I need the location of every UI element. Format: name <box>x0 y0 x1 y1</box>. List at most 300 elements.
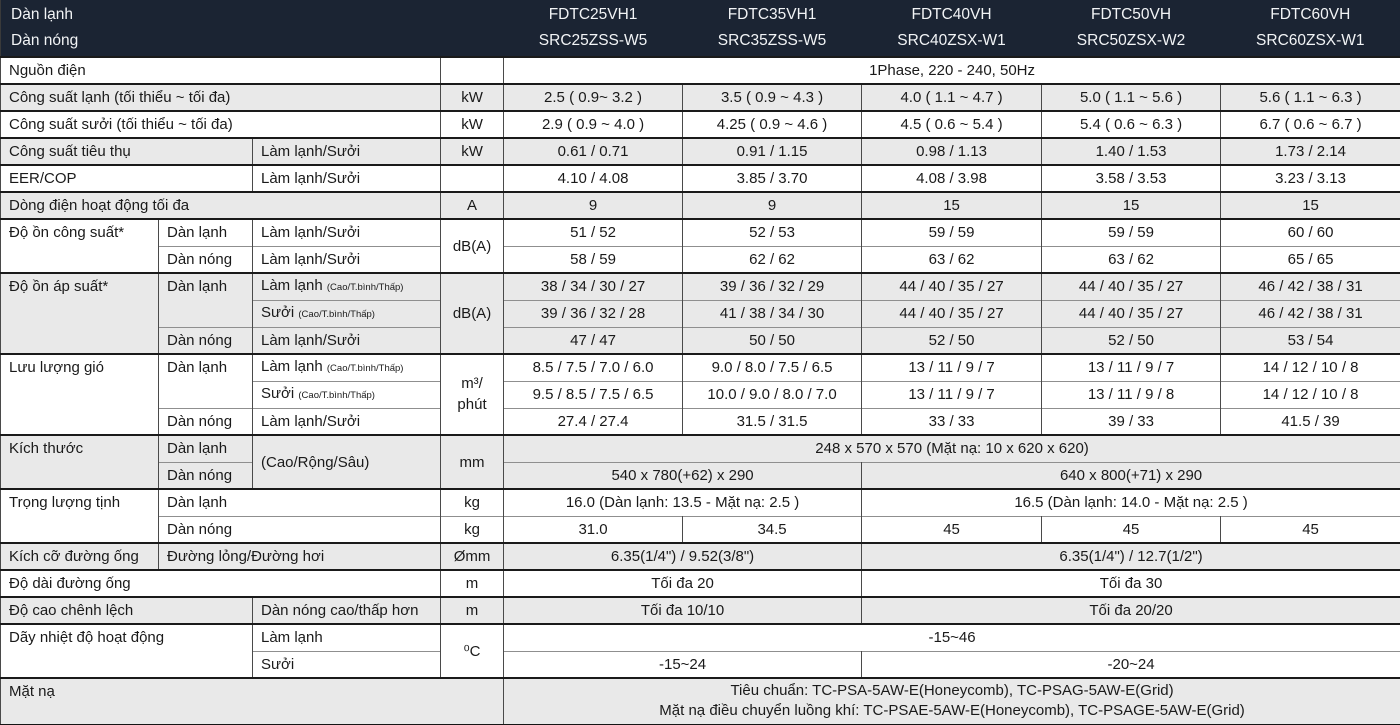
spec-table-body <box>1 57 1400 725</box>
cell-text: 8.5 / 7.5 / 7.0 / 6.0 <box>532 359 654 377</box>
cell-text: Lưu lượng gió <box>9 359 104 376</box>
value-cell <box>1042 408 1221 435</box>
cell-text: 4.10 / 4.08 <box>557 170 629 187</box>
value-cell <box>504 219 683 246</box>
value-cell <box>683 219 862 246</box>
label-cell <box>253 651 441 678</box>
cell-text: 15 <box>943 197 960 214</box>
header-row <box>1 0 1400 57</box>
cell-text: kW <box>461 116 483 133</box>
cell-text: kW <box>461 89 483 106</box>
table-row <box>1 597 1400 624</box>
cell-text: 46 / 42 / 38 / 31 <box>1258 305 1363 322</box>
cell-text: 2.9 ( 0.9 ~ 4.0 ) <box>541 116 645 133</box>
value-cell <box>1042 192 1221 219</box>
value-cell <box>1221 273 1400 300</box>
model-outdoor-name: SRC60ZSX-W1 <box>1256 32 1365 49</box>
cell-text: 59 / 59 <box>1108 224 1154 242</box>
table-row <box>1 111 1400 138</box>
value-cell <box>504 570 862 597</box>
label-cell <box>253 381 441 408</box>
model-outdoor-name: SRC35ZSS-W5 <box>717 32 827 49</box>
cell-text: Làm lạnh/Sưởi <box>261 331 361 349</box>
label-cell <box>253 165 441 192</box>
unit-cell <box>441 219 504 273</box>
cell-text: 14 / 12 / 10 / 8 <box>1262 386 1359 403</box>
cell-text: Dàn lạnh <box>167 440 228 458</box>
label-cell <box>159 327 253 354</box>
header-label-line: Dàn nóng <box>11 32 79 49</box>
value-cell <box>1042 381 1221 408</box>
value-cell <box>504 327 683 354</box>
unit-cell <box>441 84 504 111</box>
cell-text: 3.85 / 3.70 <box>736 170 808 187</box>
cell-text: Dàn nóng <box>167 250 233 268</box>
cell-text: 9.5 / 8.5 / 7.5 / 6.5 <box>532 386 654 403</box>
value-cell <box>1221 246 1400 273</box>
unit-cell <box>441 273 504 354</box>
value-cell <box>1221 516 1400 543</box>
cell-text: Kích thước <box>9 440 84 457</box>
label-cell <box>159 219 253 246</box>
row-label-cooling-capacity <box>1 84 441 111</box>
cell-text: 39 / 33 <box>1108 412 1154 430</box>
value-cell <box>862 273 1042 300</box>
table-row <box>1 327 1400 354</box>
cell-text: Ømm <box>453 548 491 565</box>
cell-text: 13 / 11 / 9 / 7 <box>1087 359 1175 377</box>
cell-text: Tối đa 20 <box>651 575 714 592</box>
value-cell <box>504 435 1400 462</box>
value-cell <box>683 111 862 138</box>
cell-line: m³/ <box>461 375 483 393</box>
label-cell <box>253 624 441 651</box>
cell-text: 4.0 ( 1.1 ~ 4.7 ) <box>900 89 1003 106</box>
model-indoor-name: FDTC40VH <box>911 6 992 23</box>
cell-text: Dàn lạnh <box>167 494 228 512</box>
cell-text: 5.4 ( 0.6 ~ 6.3 ) <box>1079 116 1183 133</box>
cell-text: Tối đa 20/20 <box>1089 602 1173 619</box>
cell-subtext: (Cao/T.bình/Thấp) <box>326 282 404 294</box>
model-outdoor-name: SRC50ZSX-W2 <box>1076 32 1186 49</box>
value-cell <box>862 381 1042 408</box>
cell-text: 41 / 38 / 34 / 30 <box>719 305 825 322</box>
value-cell <box>504 300 683 327</box>
value-cell <box>504 273 683 300</box>
cell-text: -15~46 <box>928 629 976 647</box>
value-cell <box>504 516 683 543</box>
value-cell <box>504 597 862 624</box>
cell-text: 16.0 (Dàn lạnh: 13.5 - Mặt nạ: 2.5 ) <box>565 494 800 512</box>
cell-text: 41.5 / 39 <box>1281 412 1340 430</box>
value-cell <box>683 408 862 435</box>
value-cell <box>1042 246 1221 273</box>
value-cell <box>1221 192 1400 219</box>
cell-text: Kích cỡ đường ống <box>9 548 139 565</box>
cell-text: 4.5 ( 0.6 ~ 5.4 ) <box>900 116 1003 133</box>
label-cell <box>159 408 253 435</box>
header-model-cell <box>1221 0 1400 57</box>
cell-text: m <box>465 602 479 619</box>
cell-line: phút <box>457 395 487 413</box>
cell-text: 60 / 60 <box>1287 224 1334 242</box>
value-cell <box>504 111 683 138</box>
label-cell <box>159 516 441 543</box>
table-row <box>1 273 1400 300</box>
table-row <box>1 165 1400 192</box>
value-cell <box>504 543 862 570</box>
unit-cell <box>441 165 504 192</box>
cell-text: Dàn nóng cao/thấp hơn <box>261 602 419 619</box>
cell-line: Mặt nạ điều chuyển luồng khí: TC-PSAE-5AW-E(Honeycomb), TC-PSAGE-5AW-E(Grid) <box>659 702 1245 720</box>
cell-text: 46 / 42 / 38 / 31 <box>1258 278 1363 296</box>
cell-text: Độ ồn áp suất* <box>9 278 109 295</box>
label-cell <box>253 408 441 435</box>
row-label-power-consumption <box>1 138 253 165</box>
cell-text: Sưởi <box>261 385 295 402</box>
model-outdoor-name: SRC40ZSX-W1 <box>897 32 1006 49</box>
row-label-height-difference <box>1 597 253 624</box>
header-model-cell <box>862 0 1042 57</box>
table-row <box>1 192 1400 219</box>
cell-text: ⁰C <box>463 642 481 660</box>
cell-text: Độ dài đường ống <box>9 575 131 592</box>
cell-text: 3.23 / 3.13 <box>1275 170 1346 187</box>
value-cell <box>504 138 683 165</box>
label-cell <box>253 273 441 300</box>
header-model-cell <box>683 0 862 57</box>
value-cell <box>683 300 862 327</box>
label-cell <box>159 354 253 408</box>
table-row <box>1 489 1400 516</box>
table-row <box>1 219 1400 246</box>
value-cell <box>862 462 1400 489</box>
cell-text: 2.5 ( 0.9~ 3.2 ) <box>544 89 643 106</box>
cell-text: m <box>465 575 479 592</box>
cell-text: dB(A) <box>452 237 492 255</box>
cell-text: Làm lạnh <box>261 629 323 647</box>
cell-text: Làm lạnh <box>261 277 323 295</box>
value-cell <box>504 651 862 678</box>
cell-text: 63 / 62 <box>928 250 975 268</box>
value-cell <box>683 327 862 354</box>
cell-text: 45 <box>1122 520 1140 538</box>
cell-text: 1.73 / 2.14 <box>1275 143 1346 160</box>
cell-text: 52 / 50 <box>928 331 975 349</box>
cell-text: Sưởi <box>261 655 295 673</box>
value-cell <box>504 165 683 192</box>
cell-text: 62 / 62 <box>749 250 795 268</box>
cell-text: 16.5 (Dàn lạnh: 14.0 - Mặt nạ: 2.5 ) <box>1014 494 1248 512</box>
cell-text: 65 / 65 <box>1287 250 1334 268</box>
cell-text: 52 / 50 <box>1108 331 1154 349</box>
cell-text: 6.35(1/4") / 9.52(3/8") <box>610 548 755 565</box>
table-row <box>1 462 1400 489</box>
unit-cell <box>441 516 504 543</box>
cell-text: 9 <box>767 197 777 214</box>
cell-text: 44 / 40 / 35 / 27 <box>1078 305 1184 322</box>
cell-text: 9 <box>588 197 598 214</box>
cell-text: Làm lạnh/Sưởi <box>261 412 361 430</box>
cell-text: 45 <box>943 520 960 538</box>
cell-text: Công suất lạnh (tối thiểu ~ tối đa) <box>9 89 231 106</box>
row-label-dimensions <box>1 435 159 489</box>
label-cell <box>253 597 441 624</box>
value-cell <box>1042 327 1221 354</box>
spec-table-head <box>1 0 1400 57</box>
table-row <box>1 408 1400 435</box>
value-cell <box>504 678 1400 725</box>
cell-text: Độ ồn công suất* <box>9 224 125 241</box>
value-cell <box>504 489 862 516</box>
cell-subtext: (Cao/T.bình/Thấp) <box>298 309 375 320</box>
label-cell <box>253 354 441 381</box>
value-cell <box>862 138 1042 165</box>
cell-text: Làm lạnh/Sưởi <box>261 143 361 160</box>
cell-text: Làm lạnh <box>261 358 323 376</box>
cell-text: 13 / 11 / 9 / 7 <box>908 386 995 403</box>
cell-text: 10.0 / 9.0 / 8.0 / 7.0 <box>707 386 837 403</box>
unit-cell <box>441 111 504 138</box>
header-label-line: Dàn lạnh <box>11 6 74 23</box>
cell-text: Sưởi <box>261 304 295 321</box>
value-cell <box>1042 111 1221 138</box>
value-cell <box>504 408 683 435</box>
unit-cell <box>441 138 504 165</box>
value-cell <box>1221 111 1400 138</box>
value-cell <box>683 138 862 165</box>
unit-cell <box>441 435 504 489</box>
cell-text: Công suất sưởi (tối thiểu ~ tối đa) <box>9 116 233 133</box>
cell-text: Dàn lạnh <box>167 224 228 242</box>
cell-text: 52 / 53 <box>749 224 795 242</box>
value-cell <box>862 84 1042 111</box>
table-row <box>1 84 1400 111</box>
value-cell <box>1221 381 1400 408</box>
cell-text: 1.40 / 1.53 <box>1095 143 1167 160</box>
value-cell <box>683 246 862 273</box>
value-cell <box>683 192 862 219</box>
cell-text: Dàn nóng <box>167 412 233 430</box>
label-cell <box>159 246 253 273</box>
value-cell <box>1221 84 1400 111</box>
cell-text: 50 / 50 <box>749 331 795 349</box>
cell-text: mm <box>459 453 485 471</box>
cell-text: 27.4 / 27.4 <box>557 412 629 430</box>
cell-line: Tiêu chuẩn: TC-PSA-5AW-E(Honeycomb), TC-PSAG-5AW-E(Grid) <box>730 682 1174 699</box>
value-cell <box>862 516 1042 543</box>
cell-text: -20~24 <box>1107 655 1155 673</box>
cell-text: 640 x 800(+71) x 290 <box>1059 466 1203 484</box>
cell-text: 1Phase, 220 - 240, 50Hz <box>869 62 1036 79</box>
cell-text: 38 / 34 / 30 / 27 <box>540 278 646 296</box>
cell-text: kg <box>464 520 480 538</box>
cell-text: Dàn nóng <box>167 520 233 538</box>
value-cell <box>862 597 1400 624</box>
label-cell <box>253 327 441 354</box>
cell-text: 58 / 59 <box>570 250 616 268</box>
unit-cell <box>441 192 504 219</box>
cell-text: 13 / 11 / 9 / 8 <box>1087 386 1175 403</box>
table-row <box>1 354 1400 381</box>
label-cell <box>159 273 253 327</box>
table-row <box>1 138 1400 165</box>
unit-cell <box>441 570 504 597</box>
cell-text: 3.58 / 3.53 <box>1095 170 1167 187</box>
value-cell <box>862 219 1042 246</box>
cell-text: 4.08 / 3.98 <box>916 170 987 187</box>
value-cell <box>1042 516 1221 543</box>
value-cell <box>1221 300 1400 327</box>
value-cell <box>683 273 862 300</box>
cell-text: Dàn lạnh <box>167 278 228 295</box>
value-cell <box>504 354 683 381</box>
value-cell <box>862 327 1042 354</box>
value-cell <box>1042 165 1221 192</box>
row-label-pipe-length <box>1 570 441 597</box>
cell-text: 59 / 59 <box>928 224 975 242</box>
row-label-net-weight <box>1 489 159 543</box>
cell-text: 6.35(1/4") / 12.7(1/2") <box>1059 548 1203 565</box>
value-cell <box>1042 219 1221 246</box>
cell-text: 3.5 ( 0.9 ~ 4.3 ) <box>720 89 824 106</box>
cell-text: 39 / 36 / 32 / 28 <box>540 305 646 322</box>
cell-text: EER/COP <box>9 170 77 187</box>
value-cell <box>1221 354 1400 381</box>
row-label-air-flow <box>1 354 159 435</box>
value-cell <box>683 516 862 543</box>
cell-text: kW <box>461 143 483 160</box>
value-cell <box>862 570 1400 597</box>
header-model-cell <box>1042 0 1221 57</box>
model-outdoor-name: SRC25ZSS-W5 <box>538 32 648 49</box>
value-cell <box>1221 165 1400 192</box>
cell-text: 0.61 / 0.71 <box>557 143 629 160</box>
value-cell <box>683 381 862 408</box>
table-row <box>1 543 1400 570</box>
header-model-cell <box>504 0 683 57</box>
cell-text: 63 / 62 <box>1108 250 1154 268</box>
cell-text: Tối đa 30 <box>1099 575 1163 592</box>
label-cell <box>253 300 441 327</box>
value-cell <box>1042 300 1221 327</box>
row-label-sound-power <box>1 219 159 273</box>
cell-text: 34.5 <box>757 520 787 538</box>
model-indoor-name: FDTC60VH <box>1270 6 1351 23</box>
value-cell <box>862 246 1042 273</box>
table-row <box>1 57 1400 84</box>
cell-text: Dàn nóng <box>167 466 233 484</box>
model-indoor-name: FDTC25VH1 <box>548 6 638 23</box>
cell-text: Dãy nhiệt độ hoạt động <box>9 629 165 646</box>
label-cell <box>159 462 253 489</box>
cell-text: A <box>467 197 478 214</box>
label-cell <box>253 138 441 165</box>
row-label-power-source <box>1 57 441 84</box>
cell-text: 47 / 47 <box>570 331 616 349</box>
cell-text: 0.98 / 1.13 <box>916 143 987 160</box>
value-cell <box>1042 273 1221 300</box>
table-row <box>1 435 1400 462</box>
cell-text: 6.7 ( 0.6 ~ 6.7 ) <box>1259 116 1362 133</box>
cell-text: kg <box>464 494 480 512</box>
cell-text: Đường lỏng/Đường hơi <box>167 548 325 565</box>
value-cell <box>504 462 862 489</box>
value-cell <box>1042 84 1221 111</box>
cell-text: Nguồn điện <box>9 62 86 79</box>
cell-text: Trọng lượng tịnh <box>9 494 121 511</box>
row-label-operating-temp-range <box>1 624 253 678</box>
value-cell <box>862 192 1042 219</box>
unit-cell <box>441 624 504 678</box>
value-cell <box>862 651 1400 678</box>
cell-text: dB(A) <box>452 305 492 322</box>
cell-text: 5.6 ( 1.1 ~ 6.3 ) <box>1259 89 1362 106</box>
cell-text: 31.0 <box>578 520 608 538</box>
table-row <box>1 516 1400 543</box>
label-cell <box>159 543 441 570</box>
value-cell <box>862 300 1042 327</box>
value-cell <box>862 111 1042 138</box>
cell-text: 540 x 780(+62) x 290 <box>611 466 754 484</box>
unit-cell <box>441 489 504 516</box>
unit-cell <box>441 597 504 624</box>
cell-text: (Cao/Rộng/Sâu) <box>261 453 370 471</box>
row-label-eer-cop <box>1 165 253 192</box>
cell-text: 9.0 / 8.0 / 7.5 / 6.5 <box>711 359 833 377</box>
value-cell <box>862 543 1400 570</box>
value-cell <box>683 165 862 192</box>
cell-text: Công suất tiêu thụ <box>9 143 131 160</box>
value-cell <box>683 84 862 111</box>
cell-text: Dòng điện hoạt động tối đa <box>9 197 190 214</box>
cell-text: 44 / 40 / 35 / 27 <box>899 278 1004 296</box>
cell-text: 39 / 36 / 32 / 29 <box>719 278 825 296</box>
cell-text: 14 / 12 / 10 / 8 <box>1262 359 1359 377</box>
cell-text: Dàn nóng <box>167 331 233 349</box>
value-cell <box>862 354 1042 381</box>
table-row <box>1 570 1400 597</box>
row-label-sound-pressure <box>1 273 159 354</box>
row-label-heating-capacity <box>1 111 441 138</box>
label-cell <box>253 435 441 489</box>
label-cell <box>159 489 441 516</box>
value-cell <box>504 192 683 219</box>
value-cell <box>504 624 1400 651</box>
value-cell <box>683 354 862 381</box>
cell-text: 15 <box>1302 197 1319 214</box>
cell-text: 5.0 ( 1.1 ~ 5.6 ) <box>1079 89 1183 106</box>
cell-text: 44 / 40 / 35 / 27 <box>899 305 1004 322</box>
cell-text: Dàn lạnh <box>167 359 228 376</box>
unit-cell <box>441 57 504 84</box>
cell-text: Làm lạnh/Sưởi <box>261 224 361 242</box>
cell-text: Tối đa 10/10 <box>640 602 725 619</box>
cell-text: 33 / 33 <box>928 412 975 430</box>
unit-cell <box>441 354 504 435</box>
label-cell <box>253 246 441 273</box>
value-cell <box>504 381 683 408</box>
cell-text: 44 / 40 / 35 / 27 <box>1078 278 1184 296</box>
value-cell <box>504 57 1400 84</box>
model-indoor-name: FDTC50VH <box>1090 6 1172 23</box>
cell-text: 51 / 52 <box>570 224 616 242</box>
value-cell <box>862 489 1400 516</box>
value-cell <box>1042 354 1221 381</box>
value-cell <box>862 408 1042 435</box>
value-cell <box>1221 327 1400 354</box>
table-row <box>1 624 1400 651</box>
